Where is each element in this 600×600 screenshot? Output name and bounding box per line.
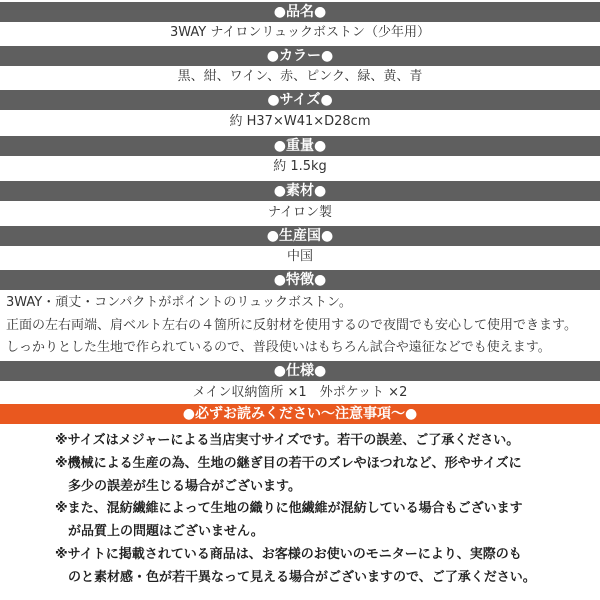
origin-value: 中国 (286, 249, 313, 264)
material-value: ナイロン製 (267, 205, 333, 220)
material-header: ●素材● (0, 181, 600, 201)
features-text (6, 292, 596, 360)
weight-header: ●重量● (0, 136, 600, 156)
specs-value: メイン収納箇所 ×1 外ポケット ×2 (192, 385, 408, 400)
notice-line: ※サイトに掲載されている商品は、お客様のお使いのモニターにより、実際のも (55, 546, 522, 562)
notice-line: が品質上の問題はございません。 (55, 524, 264, 540)
name-header: ●品名● (0, 2, 600, 22)
notice-line: のと素材感・色が若干異なって見える場合がございますので、ご了承ください。 (55, 569, 536, 585)
features-line: 正面の左右両端、肩ベルト左右の４箇所に反射材を使用するので夜間でも安心して使用できます。 (6, 317, 577, 333)
specs-header: ●仕様● (0, 361, 600, 381)
name-value: 3WAY ナイロンリュックボストン（少年用） (169, 25, 431, 40)
notice-list (55, 430, 575, 590)
notice-line: ※また、混紡繊維によって生地の織りに他繊維が混紡している場合もございます (55, 501, 523, 517)
color-value: 黒、紺、ワイン、赤、ピンク、緑、黄、青 (177, 69, 423, 84)
features-header: ●特徴● (0, 270, 600, 290)
notice-line: 多少の誤差が生じる場合がございます。 (55, 478, 301, 494)
notice-line: ※サイズはメジャーによる当店実寸サイズです。若干の誤差、ご了承ください。 (55, 433, 520, 448)
features-line: 3WAY・頑丈・コンパクトがポイントのリュックボストン。 (6, 295, 352, 310)
size-value: 約 H37×W41×D28cm (229, 114, 371, 129)
features-line: しっかりとした生地で作られているので、普段使いはもちろん試合や遠征などでも使えます。 (6, 340, 551, 355)
size-header: ●サイズ● (0, 90, 600, 110)
notice-line: ※機械による生産の為、生地の継ぎ目の若干のズレやほつれなど、形やサイズに (55, 455, 522, 471)
weight-value: 約 1.5kg (273, 159, 327, 174)
notice-header: ●必ずお読みください〜注意事項〜● (0, 404, 600, 424)
color-header: ●カラー● (0, 46, 600, 66)
origin-header: ●生産国● (0, 226, 600, 246)
